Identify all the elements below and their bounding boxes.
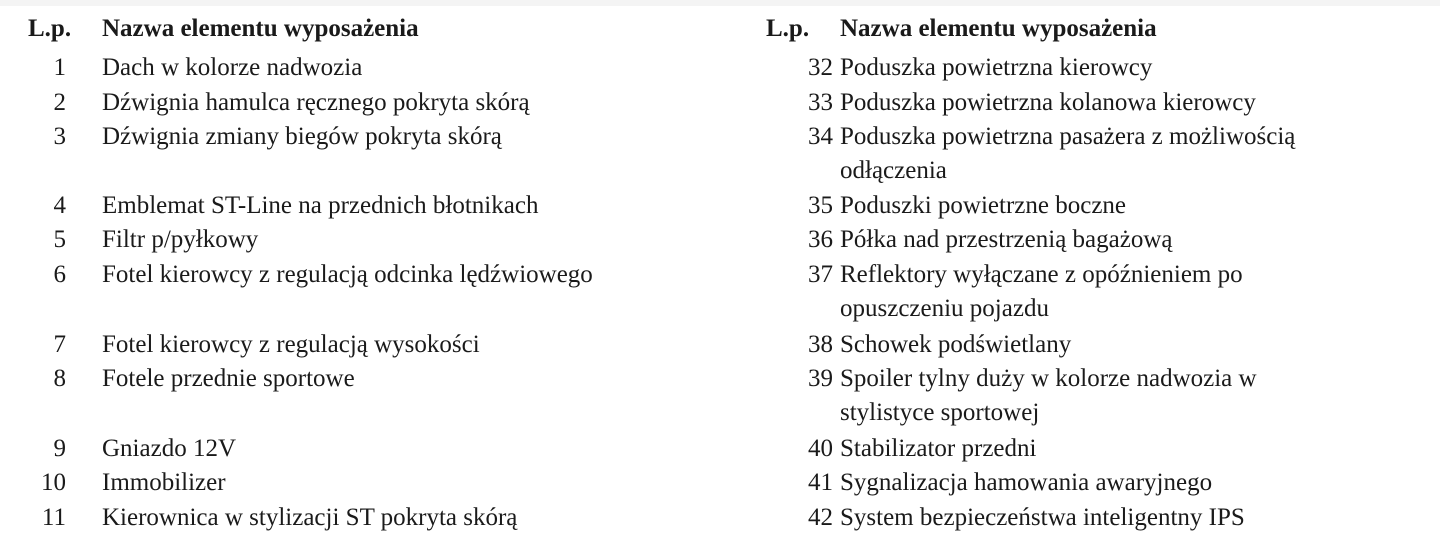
row-name: Sygnalizacja hamowania awaryjnego (840, 469, 1213, 496)
row-number: 35 (808, 192, 833, 219)
row-name: Immobilizer (102, 469, 226, 496)
row-name: Dach w kolorze nadwozia (102, 54, 363, 81)
header-name: Nazwa elementu wyposażenia (102, 15, 419, 42)
row-name: Dźwignia hamulca ręcznego pokryta skórą (102, 89, 530, 116)
row-number: 3 (53, 123, 66, 150)
row-name (840, 120, 1295, 188)
row-name: Emblemat ST-Line na przednich błotnikach (102, 192, 539, 219)
row-number: 33 (808, 89, 833, 116)
row-name (840, 362, 1257, 430)
row-name-line2: odłączenia (840, 157, 947, 184)
row-name: Poduszki powietrzne boczne (840, 192, 1127, 219)
header-lp: L.p. (766, 15, 810, 42)
row-number: 4 (53, 192, 66, 219)
row-number: 37 (808, 261, 833, 288)
row-name: Poduszka powietrzna kolanowa kierowcy (840, 89, 1256, 116)
row-name-line2: opuszczeniu pojazdu (840, 295, 1049, 322)
row-name: Poduszka powietrzna kierowcy (840, 54, 1153, 81)
row-name-line2: stylistyce sportowej (840, 399, 1040, 426)
row-name: Filtr p/pyłkowy (102, 226, 259, 253)
row-number: 36 (808, 226, 833, 253)
row-name: Stabilizator przedni (840, 435, 1037, 462)
row-name: Fotel kierowcy z regulacją odcinka lędźwiowego (102, 261, 593, 288)
row-name: Półka nad przestrzenią bagażową (840, 226, 1173, 253)
row-name: Gniazdo 12V (102, 435, 236, 462)
row-number: 10 (41, 469, 66, 496)
row-number: 9 (53, 435, 66, 462)
row-number: 38 (808, 331, 833, 358)
row-name (840, 258, 1243, 326)
row-number: 41 (808, 469, 833, 496)
row-name-line1: Reflektory wyłączane z opóźnieniem po (840, 261, 1243, 288)
row-number: 6 (53, 261, 66, 288)
row-name: System bezpieczeństwa inteligentny IPS (840, 504, 1245, 531)
row-number: 40 (808, 435, 833, 462)
top-edge (0, 0, 1440, 6)
row-number: 39 (808, 365, 833, 392)
row-number: 1 (53, 54, 66, 81)
row-name: Dźwignia zmiany biegów pokryta skórą (102, 123, 502, 150)
row-number: 8 (53, 365, 66, 392)
row-number: 7 (53, 331, 66, 358)
row-name: Fotel kierowcy z regulacją wysokości (102, 331, 480, 358)
row-number: 2 (53, 89, 66, 116)
row-name-line1: Spoiler tylny duży w kolorze nadwozia w (840, 365, 1257, 392)
row-name: Schowek podświetlany (840, 331, 1072, 358)
row-number: 42 (808, 504, 833, 531)
header-lp: L.p. (28, 15, 72, 42)
row-number: 5 (53, 226, 66, 253)
row-number: 11 (41, 504, 66, 531)
header-name: Nazwa elementu wyposażenia (840, 15, 1157, 42)
row-number: 34 (808, 123, 833, 150)
row-name: Kierownica w stylizacji ST pokryta skórą (102, 504, 518, 531)
row-name: Fotele przednie sportowe (102, 365, 355, 392)
row-number: 32 (808, 54, 833, 81)
row-name-line1: Poduszka powietrzna pasażera z możliwością (840, 123, 1296, 150)
